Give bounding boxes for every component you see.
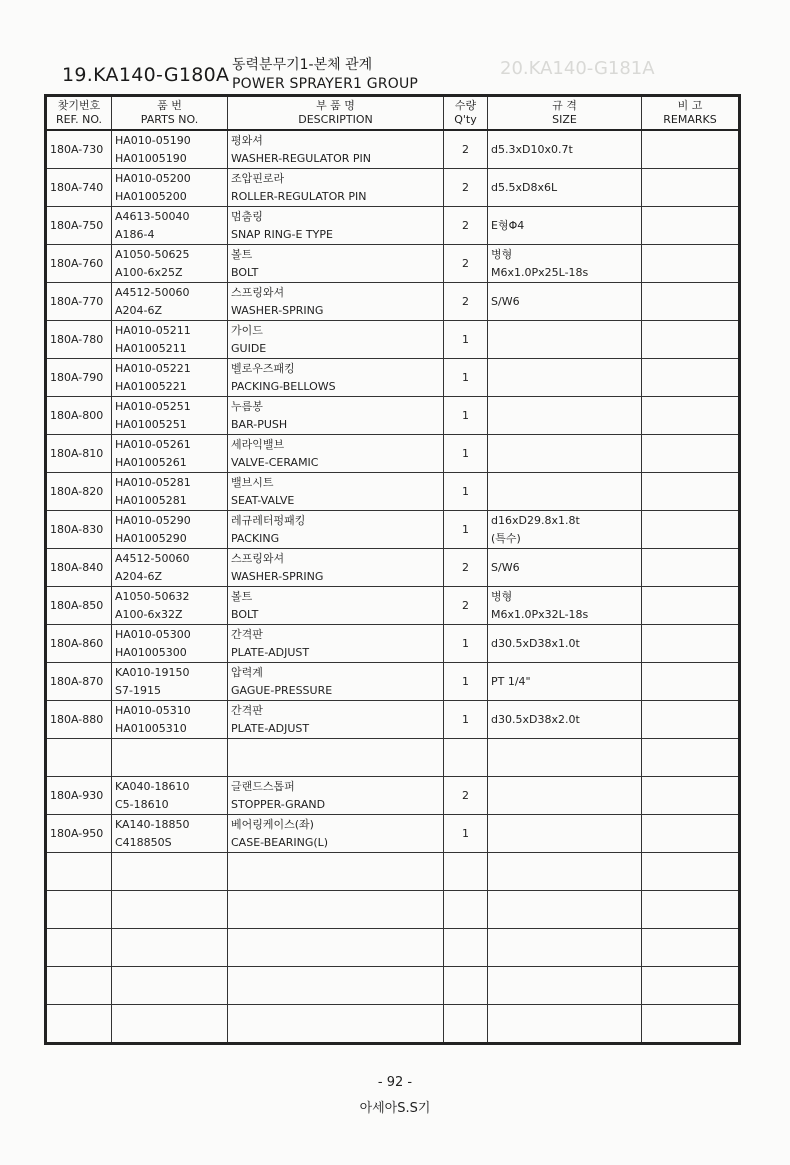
description (228, 435, 444, 473)
size-line-1: d5.3xD10x0.7t (491, 142, 573, 156)
remarks (642, 549, 740, 587)
table-row (46, 321, 740, 359)
table-row (46, 739, 740, 777)
parts-number-primary: A4613-50040 (115, 209, 190, 223)
parts-number (112, 473, 228, 511)
parts-number (112, 967, 228, 1005)
size-spec (488, 207, 642, 245)
quantity: 1 (444, 701, 488, 739)
quantity: 1 (444, 435, 488, 473)
description-english: BOLT (231, 607, 259, 621)
remarks (642, 967, 740, 1005)
description (228, 967, 444, 1005)
table-row (46, 967, 740, 1005)
description (228, 549, 444, 587)
parts-number (112, 549, 228, 587)
description-english: PLATE-ADJUST (231, 645, 310, 659)
parts-number (112, 587, 228, 625)
size-line-1: d30.5xD38x2.0t (491, 712, 580, 726)
parts-number-primary: KA140-18850 (115, 817, 190, 831)
description-english: VALVE-CERAMIC (231, 455, 319, 469)
description (228, 511, 444, 549)
parts-number (112, 207, 228, 245)
description (228, 663, 444, 701)
quantity: 2 (444, 587, 488, 625)
size-line-1: d5.5xD8x6L (491, 180, 558, 194)
size-spec (488, 549, 642, 587)
parts-number (112, 663, 228, 701)
parts-number (112, 359, 228, 397)
table-row (46, 397, 740, 435)
description-korean: 볼트 (231, 589, 253, 603)
parts-number-primary: HA010-05290 (115, 513, 191, 527)
description (228, 815, 444, 853)
description (228, 739, 444, 777)
ref-number (46, 853, 112, 891)
quantity (444, 853, 488, 891)
quantity (444, 1005, 488, 1044)
description-english: WASHER-REGULATOR PIN (231, 151, 372, 165)
quantity: 1 (444, 663, 488, 701)
size-line-2: M6x1.0Px25L-18s (491, 265, 589, 279)
description-korean: 볼트 (231, 247, 253, 261)
description (228, 929, 444, 967)
parts-number (112, 739, 228, 777)
parts-number (112, 891, 228, 929)
remarks (642, 207, 740, 245)
parts-number-alt: HA01005261 (115, 455, 187, 469)
parts-number-alt: A186-4 (115, 227, 155, 241)
description-english: CASE-BEARING(L) (231, 835, 329, 849)
col-header-parts-no: 품 번 PARTS NO. (112, 96, 228, 131)
remarks (642, 130, 740, 169)
table-row (46, 891, 740, 929)
description-korean: 레규레터펑패킹 (231, 513, 306, 527)
parts-number-alt: HA01005310 (115, 721, 187, 735)
size-spec (488, 245, 642, 283)
remarks (642, 739, 740, 777)
description-korean: 간격판 (231, 627, 263, 641)
remarks (642, 853, 740, 891)
col-header-size: 규 격 SIZE (488, 96, 642, 131)
ref-number: 180A-820 (46, 473, 112, 511)
remarks (642, 435, 740, 473)
description-korean: 조압핀로라 (231, 171, 285, 185)
remarks (642, 815, 740, 853)
description (228, 130, 444, 169)
quantity: 1 (444, 473, 488, 511)
size-line-1: S/W6 (491, 560, 520, 574)
remarks (642, 1005, 740, 1044)
ref-number: 180A-790 (46, 359, 112, 397)
description-korean: 스프링와셔 (231, 285, 285, 299)
parts-number (112, 511, 228, 549)
parts-number-alt: HA01005300 (115, 645, 187, 659)
size-line-1: 병형 (491, 589, 513, 603)
size-spec (488, 473, 642, 511)
ref-number: 180A-800 (46, 397, 112, 435)
parts-number-primary: KA010-19150 (115, 665, 190, 679)
parts-number-primary: HA010-05190 (115, 133, 191, 147)
ref-number: 180A-810 (46, 435, 112, 473)
table-row (46, 435, 740, 473)
size-line-1: E형Φ4 (491, 218, 525, 232)
quantity (444, 967, 488, 1005)
quantity: 2 (444, 130, 488, 169)
description (228, 359, 444, 397)
parts-number (112, 245, 228, 283)
quantity: 1 (444, 321, 488, 359)
section-number: 19.KA140-G180A (62, 64, 230, 86)
page-title-korean: 동력분무기1-본체 관계 (232, 57, 373, 73)
ref-number: 180A-860 (46, 625, 112, 663)
col-header-qty: 수량 Q'ty (444, 96, 488, 131)
table-row (46, 663, 740, 701)
ref-number (46, 739, 112, 777)
description (228, 321, 444, 359)
size-spec (488, 929, 642, 967)
parts-number (112, 777, 228, 815)
parts-number-primary: HA010-05221 (115, 361, 191, 375)
quantity (444, 929, 488, 967)
table-header-row (46, 96, 740, 131)
quantity (444, 739, 488, 777)
description (228, 245, 444, 283)
size-line-1: 병형 (491, 247, 513, 261)
parts-number (112, 130, 228, 169)
description (228, 473, 444, 511)
parts-number (112, 853, 228, 891)
remarks (642, 587, 740, 625)
remarks (642, 625, 740, 663)
remarks (642, 397, 740, 435)
size-line-1: S/W6 (491, 294, 520, 308)
parts-number-primary: HA010-05261 (115, 437, 191, 451)
description-korean: 베어링케이스(좌) (231, 817, 314, 831)
description (228, 853, 444, 891)
description (228, 891, 444, 929)
description-english: STOPPER-GRAND (231, 797, 326, 811)
remarks (642, 891, 740, 929)
description (228, 1005, 444, 1044)
ref-number: 180A-840 (46, 549, 112, 587)
parts-number (112, 1005, 228, 1044)
table-row (46, 587, 740, 625)
size-spec (488, 587, 642, 625)
quantity: 1 (444, 625, 488, 663)
parts-number-alt: HA01005200 (115, 189, 187, 203)
description-korean: 글랜드스톱퍼 (231, 779, 295, 793)
page-number: - 92 - (377, 1075, 413, 1090)
ref-number: 180A-740 (46, 169, 112, 207)
description-korean: 벨로우즈패킹 (231, 361, 295, 375)
table-row (46, 359, 740, 397)
ref-number: 180A-770 (46, 283, 112, 321)
remarks (642, 929, 740, 967)
remarks (642, 701, 740, 739)
ref-number: 180A-850 (46, 587, 112, 625)
description (228, 283, 444, 321)
description-korean: 압력계 (231, 665, 263, 679)
description (228, 169, 444, 207)
size-spec (488, 891, 642, 929)
ref-number: 180A-870 (46, 663, 112, 701)
parts-number-primary: A4512-50060 (115, 551, 190, 565)
remarks (642, 777, 740, 815)
parts-number-alt: C418850S (115, 835, 172, 849)
size-spec (488, 511, 642, 549)
description-english: SEAT-VALVE (231, 493, 295, 507)
parts-number-alt: HA01005251 (115, 417, 187, 431)
quantity: 1 (444, 397, 488, 435)
parts-number-alt: HA01005221 (115, 379, 187, 393)
parts-number-primary: HA010-05281 (115, 475, 191, 489)
parts-number (112, 701, 228, 739)
remarks (642, 283, 740, 321)
description (228, 625, 444, 663)
table-row (46, 549, 740, 587)
table-row (46, 511, 740, 549)
description-korean: 세라익밸브 (231, 437, 285, 451)
ref-number: 180A-760 (46, 245, 112, 283)
description (228, 587, 444, 625)
size-line-2: M6x1.0Px32L-18s (491, 607, 589, 621)
quantity (444, 891, 488, 929)
table-row (46, 777, 740, 815)
parts-number (112, 321, 228, 359)
ref-number: 180A-830 (46, 511, 112, 549)
parts-number-primary: KA040-18610 (115, 779, 190, 793)
description-korean: 평와셔 (231, 133, 263, 147)
parts-number-alt: C5-18610 (115, 797, 169, 811)
parts-number (112, 169, 228, 207)
remarks (642, 663, 740, 701)
description-english: WASHER-SPRING (231, 569, 324, 583)
quantity: 2 (444, 207, 488, 245)
table-row (46, 283, 740, 321)
parts-number-primary: HA010-05300 (115, 627, 191, 641)
remarks (642, 321, 740, 359)
description-english: GUIDE (231, 341, 267, 355)
table-row (46, 1005, 740, 1044)
size-spec (488, 739, 642, 777)
description-english: GAGUE-PRESSURE (231, 683, 333, 697)
size-spec (488, 1005, 642, 1044)
page-title-english: POWER SPRAYER1 GROUP (232, 76, 419, 92)
size-spec (488, 815, 642, 853)
size-spec (488, 283, 642, 321)
table-row (46, 701, 740, 739)
description-english: PLATE-ADJUST (231, 721, 310, 735)
ref-number: 180A-730 (46, 130, 112, 169)
description-english: BOLT (231, 265, 259, 279)
quantity: 1 (444, 359, 488, 397)
size-line-2: (특수) (491, 531, 521, 545)
parts-number-primary: HA010-05310 (115, 703, 191, 717)
size-spec (488, 967, 642, 1005)
quantity: 1 (444, 815, 488, 853)
ref-number: 180A-950 (46, 815, 112, 853)
parts-number-alt: A100-6x25Z (115, 265, 183, 279)
table-row (46, 815, 740, 853)
parts-table (44, 94, 741, 1045)
table-row (46, 245, 740, 283)
size-line-1: PT 1/4" (491, 674, 531, 688)
description-korean: 멈춤링 (231, 209, 263, 223)
parts-number (112, 397, 228, 435)
size-spec (488, 130, 642, 169)
table-row (46, 853, 740, 891)
parts-number (112, 625, 228, 663)
remarks (642, 245, 740, 283)
quantity: 1 (444, 511, 488, 549)
size-line-1: d16xD29.8x1.8t (491, 513, 580, 527)
description (228, 207, 444, 245)
description-english: PACKING (231, 531, 280, 545)
description (228, 777, 444, 815)
parts-number (112, 435, 228, 473)
quantity: 2 (444, 169, 488, 207)
size-spec (488, 321, 642, 359)
parts-number-primary: HA010-05211 (115, 323, 191, 337)
table-row (46, 625, 740, 663)
size-line-1: d30.5xD38x1.0t (491, 636, 580, 650)
table-row (46, 929, 740, 967)
parts-number-alt: A204-6Z (115, 569, 163, 583)
size-spec (488, 663, 642, 701)
parts-number-alt: HA01005211 (115, 341, 187, 355)
parts-number-primary: A1050-50625 (115, 247, 190, 261)
parts-number-primary: A1050-50632 (115, 589, 190, 603)
parts-number-alt: HA01005190 (115, 151, 187, 165)
table-row (46, 473, 740, 511)
quantity: 2 (444, 283, 488, 321)
description (228, 701, 444, 739)
description-english: SNAP RING-E TYPE (231, 227, 333, 241)
col-header-ref: 찾기번호 REF. NO. (46, 96, 112, 131)
ref-number: 180A-780 (46, 321, 112, 359)
parts-number-alt: HA01005281 (115, 493, 187, 507)
size-spec (488, 853, 642, 891)
size-spec (488, 359, 642, 397)
table-row (46, 207, 740, 245)
quantity: 2 (444, 777, 488, 815)
parts-number-alt: S7-1915 (115, 683, 161, 697)
table-row (46, 169, 740, 207)
parts-number-alt: A100-6x32Z (115, 607, 183, 621)
ref-number (46, 891, 112, 929)
ref-number (46, 967, 112, 1005)
parts-number (112, 815, 228, 853)
ref-number (46, 1005, 112, 1044)
parts-number-primary: HA010-05251 (115, 399, 191, 413)
parts-number (112, 929, 228, 967)
table-row (46, 130, 740, 169)
description-korean: 간격판 (231, 703, 263, 717)
description (228, 397, 444, 435)
size-spec (488, 701, 642, 739)
quantity: 2 (444, 245, 488, 283)
description-english: BAR-PUSH (231, 417, 288, 431)
parts-number-alt: A204-6Z (115, 303, 163, 317)
description-english: PACKING-BELLOWS (231, 379, 336, 393)
description-english: WASHER-SPRING (231, 303, 324, 317)
size-spec (488, 397, 642, 435)
bleed-through-text: 20.KA140-G181A (500, 58, 655, 79)
remarks (642, 511, 740, 549)
publisher-footer: 아세아S.S기 (359, 1101, 431, 1116)
ref-number: 180A-880 (46, 701, 112, 739)
size-spec (488, 777, 642, 815)
description-english: ROLLER-REGULATOR PIN (231, 189, 367, 203)
remarks (642, 473, 740, 511)
size-spec (488, 625, 642, 663)
parts-number-primary: HA010-05200 (115, 171, 191, 185)
ref-number: 180A-930 (46, 777, 112, 815)
description-korean: 가이드 (231, 323, 263, 337)
remarks (642, 359, 740, 397)
parts-number-primary: A4512-50060 (115, 285, 190, 299)
col-header-description: 부 품 명 DESCRIPTION (228, 96, 444, 131)
size-spec (488, 169, 642, 207)
description-korean: 밸브시트 (231, 475, 274, 489)
quantity: 2 (444, 549, 488, 587)
remarks (642, 169, 740, 207)
col-header-remarks: 비 고 REMARKS (642, 96, 740, 131)
description-korean: 누름봉 (231, 399, 263, 413)
parts-number (112, 283, 228, 321)
ref-number (46, 929, 112, 967)
parts-number-alt: HA01005290 (115, 531, 187, 545)
ref-number: 180A-750 (46, 207, 112, 245)
size-spec (488, 435, 642, 473)
description-korean: 스프링와셔 (231, 551, 285, 565)
